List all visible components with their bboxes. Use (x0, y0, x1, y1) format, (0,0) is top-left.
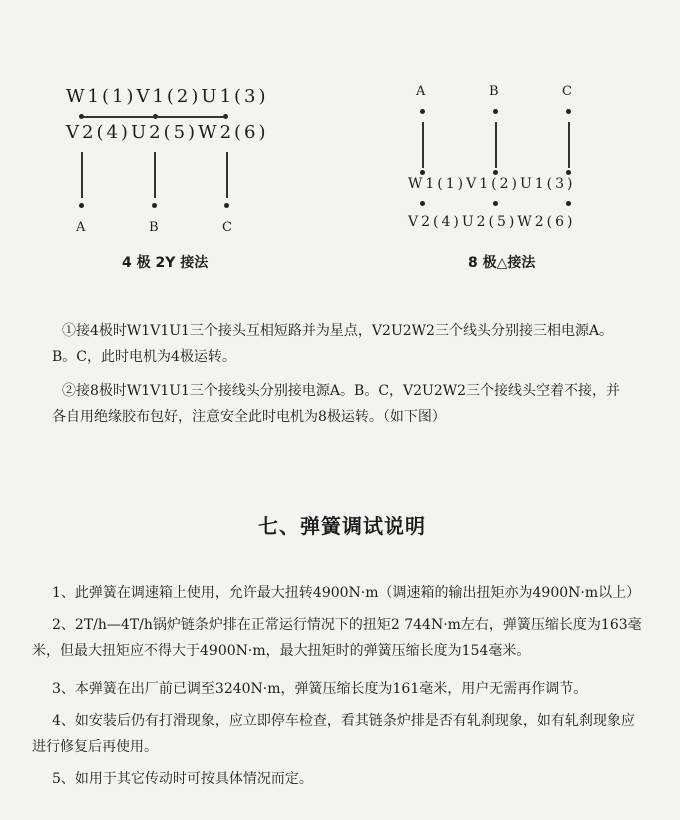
wiring-note-4pole: ①接4极时W1V1U1三个接头互相短路并为星点，V2U2W2三个线头分别接三相电源A。B。C，此时电机为4极运转。 (52, 323, 614, 365)
right-dot-a (420, 109, 425, 114)
right-wire-b (495, 122, 497, 168)
right-wire-a (422, 122, 424, 168)
left-label-c: C (222, 220, 232, 235)
right-bottom-dot-v2 (420, 201, 425, 206)
right-dot-b (493, 109, 498, 114)
spring-item-4: 4、如安装后仍有打滑现象，应立即停车检查，看其链条炉排是否有轧刹现象，如有轧刹现象应进行修复后再使用。 (32, 713, 635, 755)
right-top-dot-u1 (566, 170, 571, 175)
spring-item-2: 2、2T/h—4T/h锅炉链条炉排在正常运行情况下的扭矩2 744N·m左右，弹簧压缩长度为163毫米，但最大扭矩应不得大于4900N·m，最大扭矩时的弹簧压缩长度为154毫米。 (32, 617, 642, 659)
left-label-b: B (149, 220, 159, 235)
left-dot-a (79, 203, 84, 208)
left-label-a: A (76, 220, 86, 235)
right-top-dot-v1 (493, 170, 498, 175)
right-label-c: C (562, 84, 572, 99)
left-bottom-terminal-row: V2(4)U2(5)W2(6) (66, 122, 269, 143)
left-wire-b (154, 152, 156, 198)
right-top-terminal-row: W1(1)V1(2)U1(3) (408, 176, 576, 192)
right-caption: 8 极△接法 (468, 255, 536, 271)
right-top-dot-w1 (420, 170, 425, 175)
wiring-note-8pole: ②接8极时W1V1U1三个接线头分别接电源A。B。C，V2U2W2三个接线头空着不接，并各自用绝缘胶布包好，注意安全此时电机为8极运转。（如下图） (52, 383, 621, 425)
right-bottom-terminal-row: V2(4)U2(5)W2(6) (408, 214, 576, 230)
left-dot-c (224, 203, 229, 208)
right-label-b: B (489, 84, 499, 99)
left-top-terminal-row: W1(1)V1(2)U1(3) (66, 86, 269, 107)
section-title: 七、弹簧调试说明 (258, 514, 426, 538)
right-wire-c (568, 122, 570, 168)
spring-item-5: 5、如用于其它传动时可按具体情况而定。 (52, 771, 313, 787)
left-wire-a (81, 152, 83, 198)
right-dot-c (566, 109, 571, 114)
left-short-circuit-line (82, 116, 226, 118)
right-bottom-dot-w2 (566, 201, 571, 206)
left-dot-b (152, 203, 157, 208)
right-bottom-dot-u2 (493, 201, 498, 206)
left-caption: 4 极 2Y 接法 (122, 255, 209, 271)
right-label-a: A (416, 84, 426, 99)
spring-item-3: 3、本弹簧在出厂前已调至3240N·m，弹簧压缩长度为161毫米，用户无需再作调节。 (52, 681, 588, 697)
spring-item-1: 1、此弹簧在调速箱上使用，允许最大扭转4900N·m（调速箱的输出扭矩亦为4900N·m以上） (52, 585, 641, 601)
left-wire-c (226, 152, 228, 198)
